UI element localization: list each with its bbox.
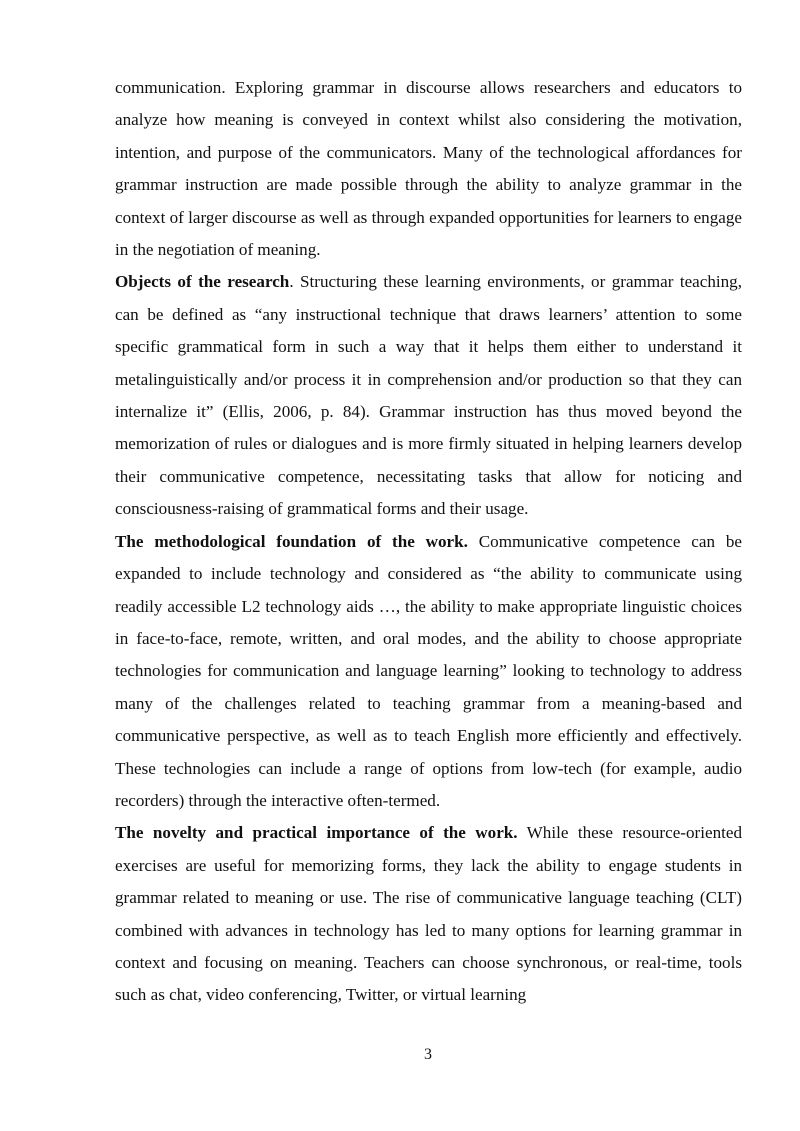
paragraph-text: Communicative competence can be expanded to include technology and considered as “the ability to communicate using readily accessible L2 technology aids …, the ability to make appropriate linguistic choices in face-to-face, remote, written, and oral modes, and the ability to choose appropriate technologies for communication and language learning” looking to technology to address many of the challenges related to teaching grammar from a meaning-based and communicative perspective, as well as to teach English more efficiently and effectively. These technologies can include a range of options from low-tech (for example, audio recorders) through the interactive often-termed. (115, 531, 742, 810)
paragraph-methodological-foundation (115, 526, 742, 818)
page-number: 3 (424, 1046, 432, 1063)
section-heading-methodology: The methodological foundation of the work. (115, 531, 468, 551)
section-heading-novelty: The novelty and practical importance of the work. (115, 823, 518, 843)
section-heading-objects: Objects of the research (115, 272, 290, 292)
paragraph-text: . Structuring these learning environments, or grammar teaching, can be defined as “any instructional technique that draws learners’ attention to some specific grammatical form in such a way that it helps them either to understand it metalinguistically and/or process it in comprehension and/or production so that they can internalize it” (Ellis, 2006, p. 84). Grammar instruction has thus moved beyond the memorization of rules or dialogues and is more firmly situated in helping learners develop their communicative competence, necessitating tasks that allow for noticing and consciousness-raising of grammatical forms and their usage. (115, 272, 742, 519)
body-text (115, 72, 742, 1012)
paragraph-discourse (115, 72, 742, 266)
paragraph-objects-of-research (115, 266, 742, 525)
paragraph-text: While these resource-oriented exercises are useful for memorizing forms, they lack the ability to engage students in grammar related to meaning or use. The rise of communicative language teaching (CLT) combined with advances in technology has led to many options for learning grammar in context and focusing on meaning. Teachers can choose synchronous, or real-time, tools such as chat, video conferencing, Twitter, or virtual learning (115, 823, 742, 1005)
paragraph-novelty (115, 817, 742, 1011)
paragraph-text: communication. Exploring grammar in discourse allows researchers and educators to analyze how meaning is conveyed in context whilst also considering the motivation, intention, and purpose of the communicators. Many of the technological affordances for grammar instruction are made possible through the ability to analyze grammar in the context of larger discourse as well as through expanded opportunities for learners to engage in the negotiation of meaning. (115, 78, 742, 260)
